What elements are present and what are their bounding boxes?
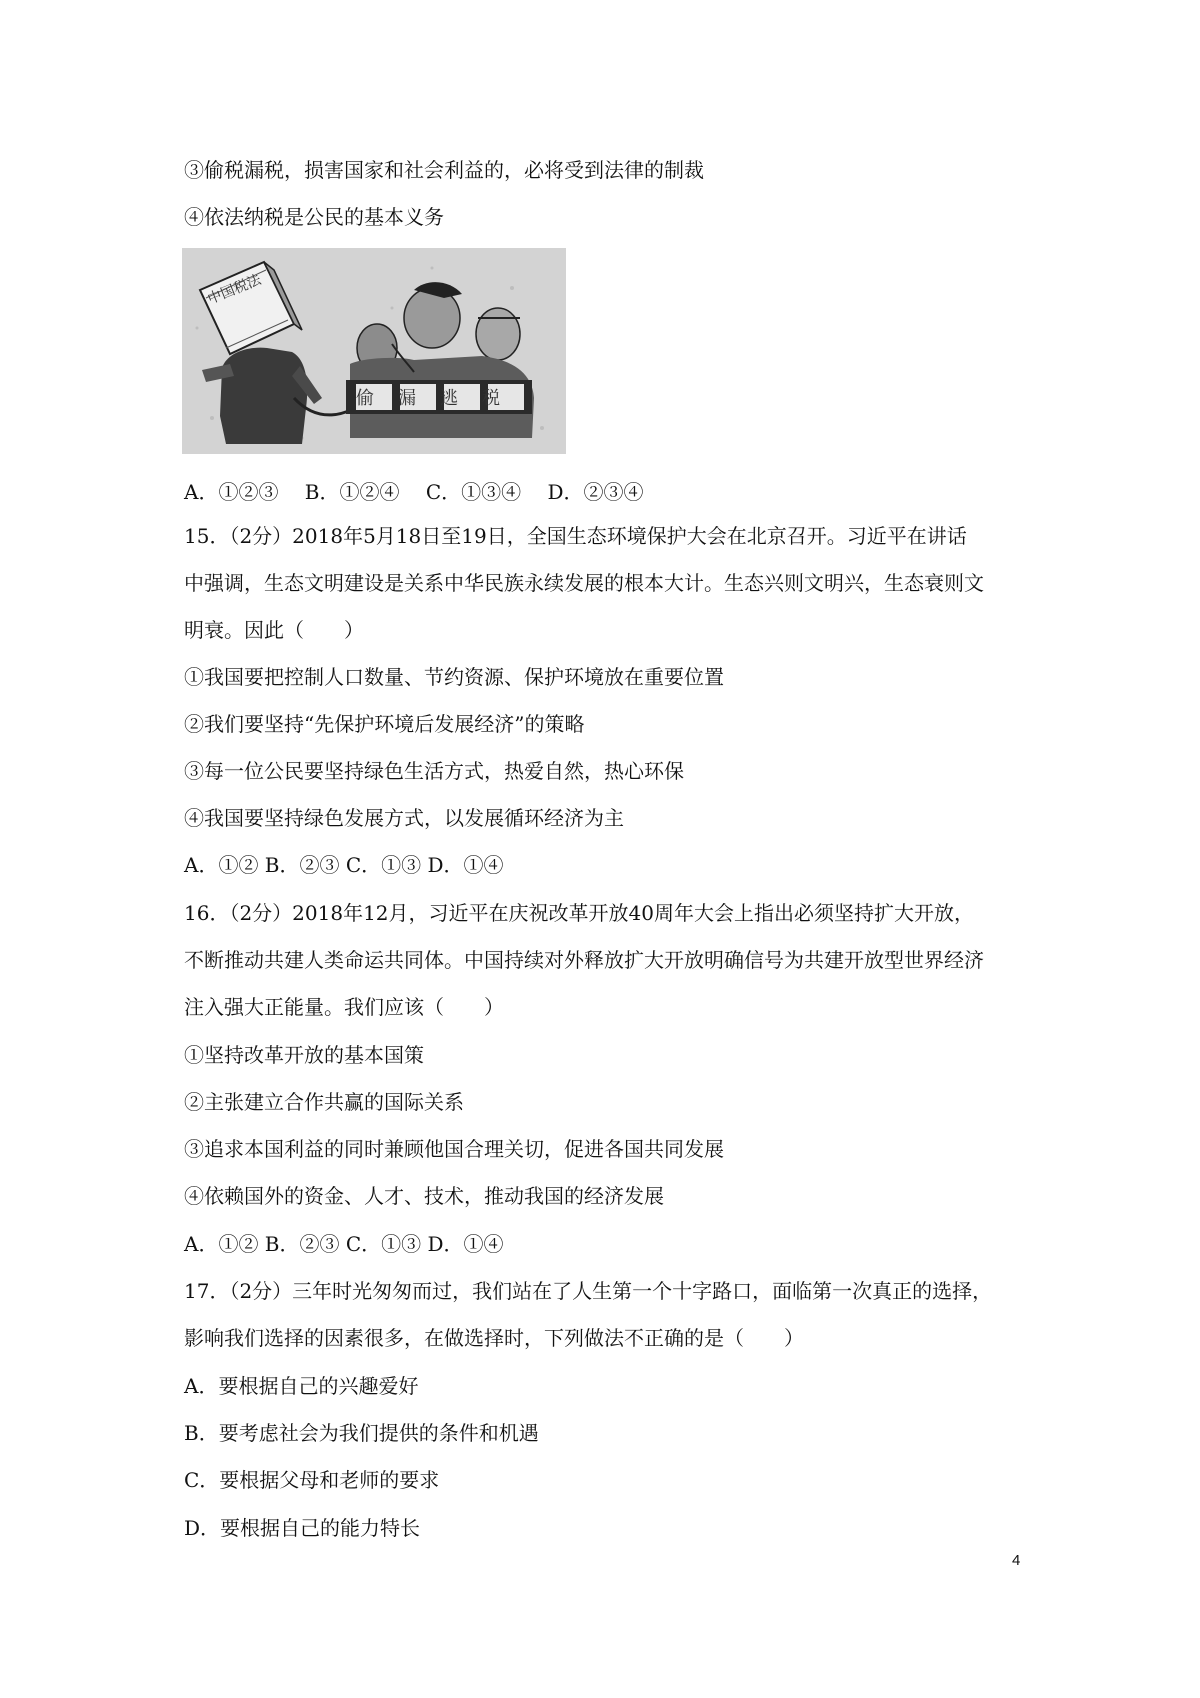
q15-option-4: ④我国要坚持绿色发展方式，以发展循环经济为主: [184, 806, 624, 830]
q14-answer-choices: A．①②③ B．①②④ C．①③④ D．②③④: [184, 480, 644, 504]
q16-option-2: ②主张建立合作共赢的国际关系: [184, 1090, 464, 1114]
page-number: 4: [1012, 1552, 1021, 1569]
q17-option-c: C．要根据父母和老师的要求: [184, 1468, 440, 1492]
q17-stem-line-2: 影响我们选择的因素很多，在做选择时，下列做法不正确的是（ ）: [184, 1326, 804, 1350]
q14-option-4: ④依法纳税是公民的基本义务: [184, 205, 444, 229]
q15-stem-line-1: 15．（2分）2018年5月18日至19日，全国生态环境保护大会在北京召开。习近平在讲话: [184, 524, 967, 548]
q17-option-b: B．要考虑社会为我们提供的条件和机遇: [184, 1421, 539, 1445]
q16-stem-line-2: 不断推动共建人类命运共同体。中国持续对外释放扩大开放明确信号为共建开放型世界经济: [184, 948, 984, 972]
tax-law-cartoon: [182, 248, 566, 454]
q16-option-4: ④依赖国外的资金、人才、技术，推动我国的经济发展: [184, 1184, 664, 1208]
q15-stem-line-2: 中强调，生态文明建设是关系中华民族永续发展的根本大计。生态兴则文明兴，生态衰则文: [184, 571, 984, 595]
banner-label: 偷漏逃税: [356, 388, 524, 409]
q17-option-a: A．要根据自己的兴趣爱好: [184, 1374, 419, 1398]
q15-option-1: ①我国要把控制人口数量、节约资源、保护环境放在重要位置: [184, 665, 724, 689]
q16-answer-choices: A．①② B．②③ C．①③ D．①④: [184, 1232, 504, 1256]
q17-stem-line-1: 17．（2分）三年时光匆匆而过，我们站在了人生第一个十字路口，面临第一次真正的选择，: [184, 1279, 993, 1303]
enforcer-body: [220, 348, 307, 444]
q15-answer-choices: A．①② B．②③ C．①③ D．①④: [184, 853, 504, 877]
q16-option-3: ③追求本国利益的同时兼顾他国合理关切，促进各国共同发展: [184, 1137, 724, 1161]
q16-stem-line-1: 16．（2分）2018年12月，习近平在庆祝改革开放40周年大会上指出必须坚持扩大开放，: [184, 901, 974, 925]
cartoon-illustration: [182, 248, 566, 454]
evader-head-2: [404, 288, 460, 348]
q14-option-3: ③偷税漏税，损害国家和社会利益的，必将受到法律的制裁: [184, 158, 704, 182]
evasion-banner: [346, 380, 532, 414]
q16-option-1: ①坚持改革开放的基本国策: [184, 1043, 424, 1067]
evader-head-3: [476, 308, 520, 360]
q17-option-d: D．要根据自己的能力特长: [184, 1516, 421, 1540]
q15-option-3: ③每一位公民要坚持绿色生活方式，热爱自然，热心环保: [184, 759, 684, 783]
book-label: 中国税法: [205, 271, 264, 308]
q15-option-2: ②我们要坚持“先保护环境后发展经济”的策略: [184, 712, 585, 736]
q16-stem-line-3: 注入强大正能量。我们应该（ ）: [184, 995, 504, 1019]
q15-stem-line-3: 明衰。因此（ ）: [184, 618, 364, 642]
